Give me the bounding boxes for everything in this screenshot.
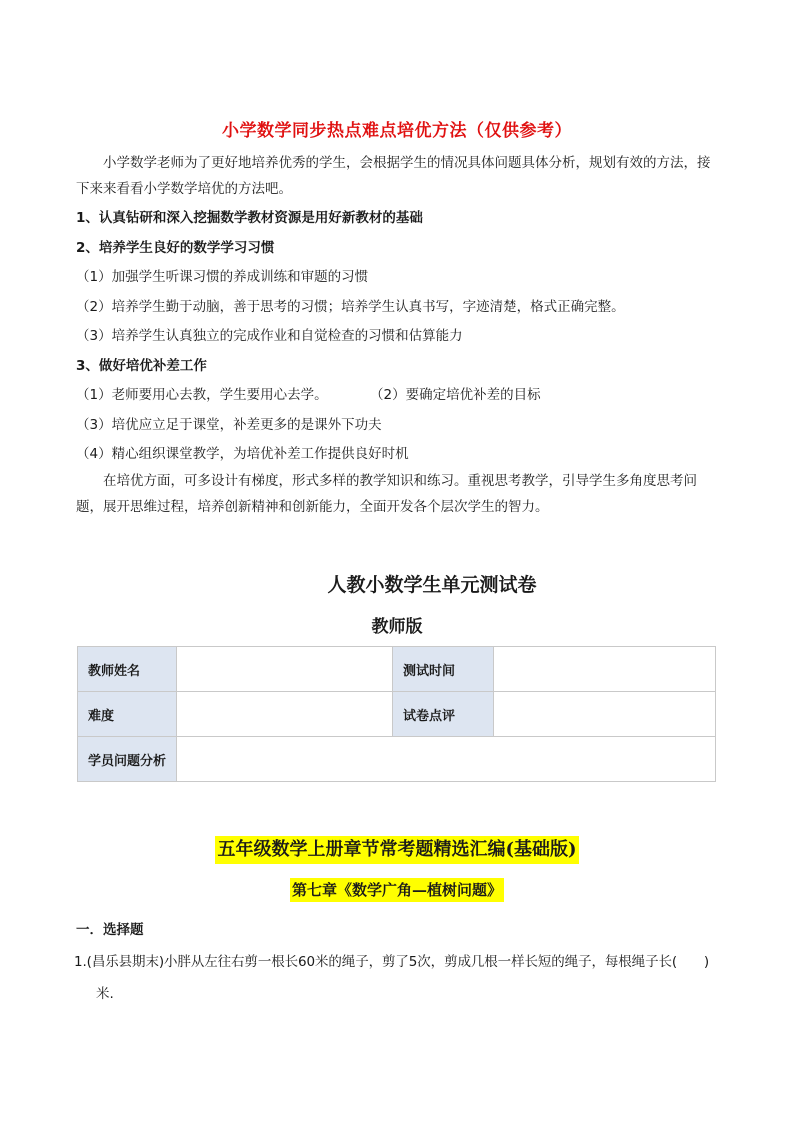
list-item: （2）要确定培优补差的目标 xyxy=(370,387,541,403)
test-time-value[interactable] xyxy=(494,647,716,692)
closing-paragraph: 在培优方面，可多设计有梯度，形式多样的教学知识和练习。重视思考教学，引导学生多角度思考问题，展开思维过程，培养创新精神和创新能力，全面开发各个层次学生的智力。 xyxy=(76,473,697,515)
highlight-title: 五年级数学上册章节常考题精选汇编(基础版) xyxy=(215,836,578,864)
page-title: 小学数学同步热点难点培优方法（仅供参考） xyxy=(222,121,572,141)
question-1-continuation: 米. xyxy=(96,986,114,1002)
section-heading-1: 1、认真钻研和深入挖掘数学教材资源是用好新教材的基础 xyxy=(76,210,423,226)
question-1: 1.(昌乐县期末)小胖从左往右剪一根长60米的绳子，剪了5次，剪成几根一样长短的绳子，每根绳子长( ) xyxy=(74,954,710,970)
section-heading-2: 2、培养学生良好的数学学习习惯 xyxy=(76,240,275,256)
test-time-label: 测试时间 xyxy=(393,647,494,692)
chapter-title: 第七章《数学广角—植树问题》 xyxy=(290,878,504,902)
highlight-title-row xyxy=(0,836,794,864)
exam-subtitle: 教师版 xyxy=(371,617,423,637)
list-item: （1）加强学生听课习惯的养成训练和审题的习惯 xyxy=(76,269,369,285)
exam-title: 人教小数学生单元测试卷 xyxy=(327,574,537,596)
analysis-value[interactable] xyxy=(177,737,716,782)
question-section-heading: 一．选择题 xyxy=(76,922,144,938)
teacher-name-value[interactable] xyxy=(177,647,393,692)
paper-review-label: 试卷点评 xyxy=(393,692,494,737)
teacher-info-table xyxy=(77,646,716,782)
list-item: （2）培养学生勤于动脑，善于思考的习惯；培养学生认真书写，字迹清楚，格式正确完整。 xyxy=(76,299,625,315)
list-item: （3）培养学生认真独立的完成作业和自觉检查的习惯和估算能力 xyxy=(76,328,463,344)
list-item: （4）精心组织课堂教学，为培优补差工作提供良好时机 xyxy=(76,446,409,462)
difficulty-label: 难度 xyxy=(78,692,177,737)
section-heading-3: 3、做好培优补差工作 xyxy=(76,358,207,374)
intro-paragraph: 小学数学老师为了更好地培养优秀的学生，会根据学生的情况具体问题具体分析，规划有效的方法，接下来来看看小学数学培优的方法吧。 xyxy=(76,155,711,197)
chapter-title-row xyxy=(0,878,794,902)
list-item: （3）培优应立足于课堂，补差更多的是课外下功夫 xyxy=(76,417,382,433)
analysis-label: 学员问题分析 xyxy=(78,737,177,782)
teacher-name-label: 教师姓名 xyxy=(78,647,177,692)
paper-review-value[interactable] xyxy=(494,692,716,737)
list-item: （1）老师要用心去教，学生要用心去学。 xyxy=(76,387,328,403)
difficulty-value[interactable] xyxy=(177,692,393,737)
